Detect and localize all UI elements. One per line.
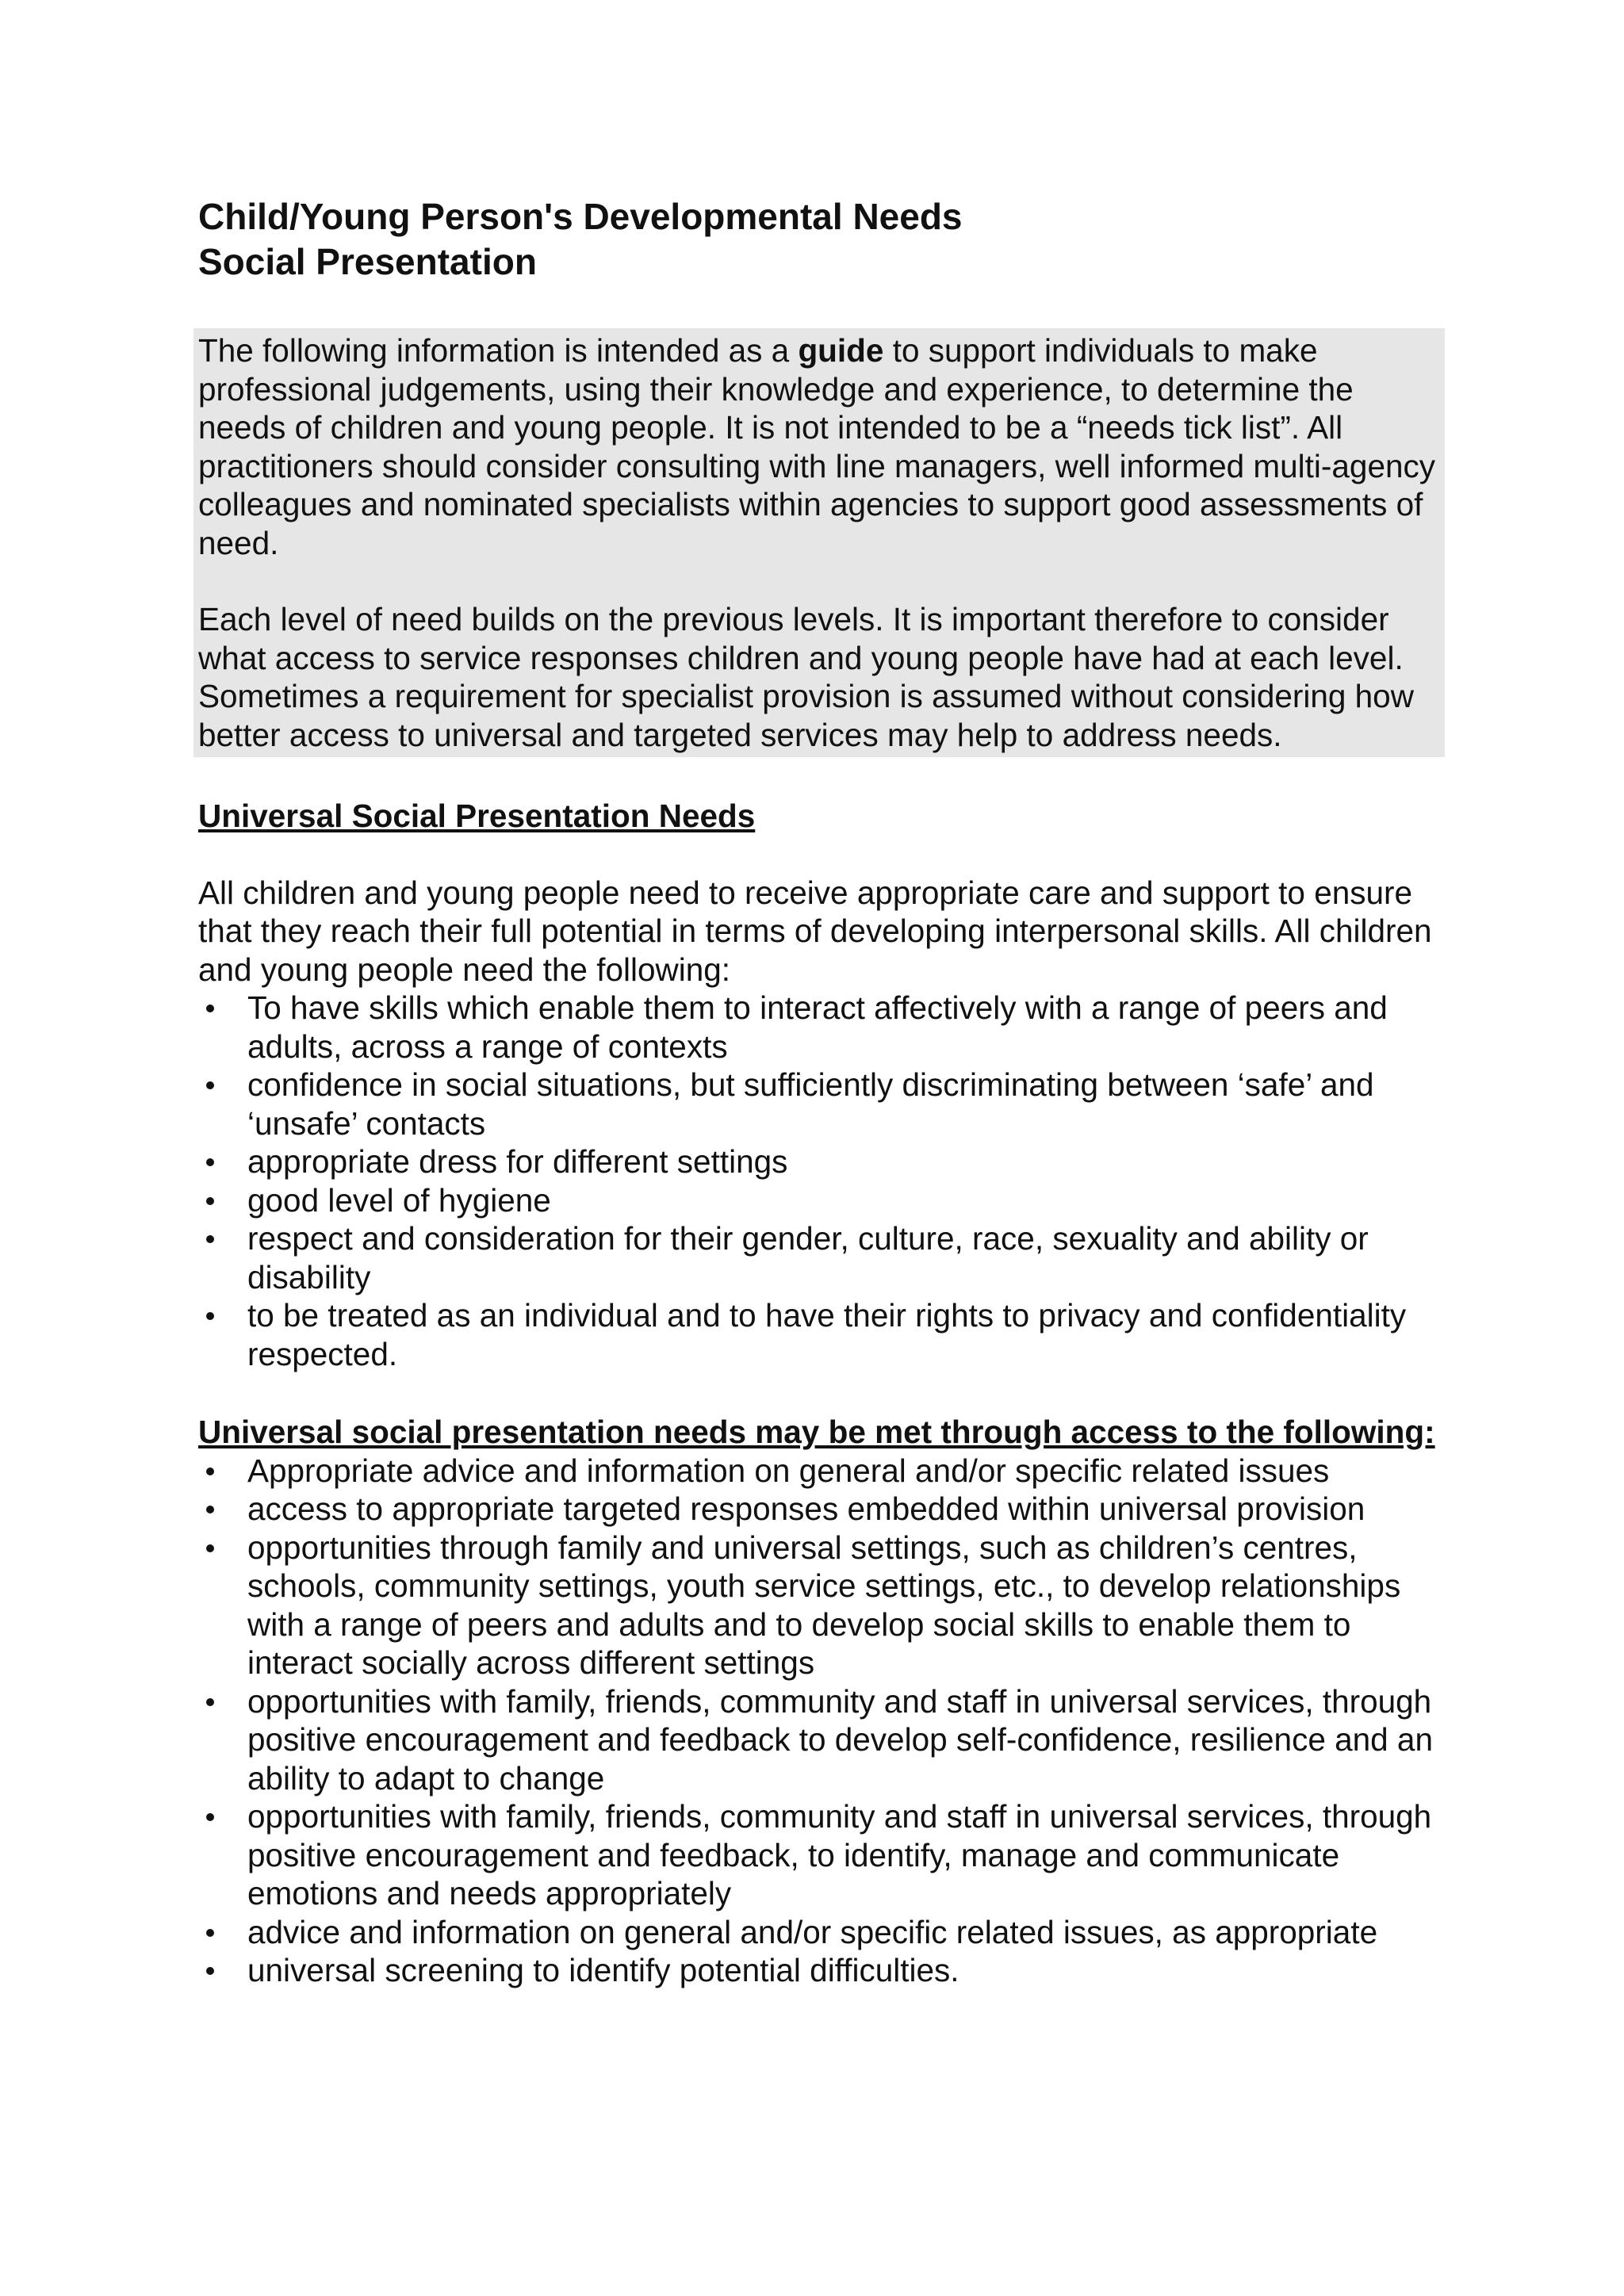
guidance-emphasis: guide [798,332,884,369]
section-heading-universal-needs: Universal Social Presentation Needs [198,798,756,834]
access-list [198,1452,1443,1990]
list-item: opportunities with family, friends, community and staff in universal services, through positive encouragement and feedback to develop self-confidence, resilience and an ability to adapt to change [198,1682,1443,1798]
needs-list [198,989,1443,1373]
list-item: opportunities with family, friends, community and staff in universal services, through positive encouragement and feedback, to identify, manage and communicate emotions and needs appropriately [198,1797,1443,1913]
list-item: to be treated as an individual and to have their rights to privacy and confidentiality respected. [198,1296,1443,1373]
guidance-box [193,328,1445,757]
document-title [198,194,1443,285]
list-item: access to appropriate targeted responses embedded within universal provision [198,1490,1443,1529]
guidance-text-end: to support individuals to make professional judgements, using their knowledge and experience, to determine the needs of children and young people. It is not intended to be a “needs tick list”. All practitioners should consider consulting with line managers, well informed multi-agency colleagues and nominated specialists within agencies to support good assessments of need. [198,332,1436,561]
list-item: appropriate dress for different settings [198,1142,1443,1181]
list-item: confidence in social situations, but sufficiently discriminating between ‘safe’ and ‘unsafe’ contacts [198,1066,1443,1142]
title-line-1: Child/Young Person's Developmental Needs [198,196,963,237]
guidance-paragraph-2: Each level of need builds on the previous levels. It is important therefore to consider what access to service responses children and young people have had at each level. Sometimes a requirement for specialist provision is assumed without considering how better access to universal and targeted services may help to address needs. [198,601,1414,753]
title-line-2: Social Presentation [198,241,537,282]
list-item: opportunities through family and universal settings, such as children’s centres, schools, community settings, youth service settings, etc., to develop relationships with a range of peers and adults and to develop social skills to enable them to interact socially across different settings [198,1529,1443,1682]
list-item: respect and consideration for their gender, culture, race, sexuality and ability or disability [198,1219,1443,1296]
list-item: To have skills which enable them to interact affectively with a range of peers and adults, across a range of contexts [198,989,1443,1066]
guidance-text-start: The following information is intended as a [198,332,799,369]
page-content [198,194,1443,1990]
list-item: universal screening to identify potential difficulties. [198,1951,1443,1990]
section-heading-access: Universal social presentation needs may be met through access to the following: [198,1414,1435,1450]
list-item: advice and information on general and/or specific related issues, as appropriate [198,1913,1443,1952]
list-item: Appropriate advice and information on general and/or specific related issues [198,1452,1443,1490]
guidance-paragraph-1 [198,331,1445,562]
list-item: good level of hygiene [198,1181,1443,1220]
section-intro: All children and young people need to receive appropriate care and support to ensure that they reach their full potential in terms of developing interpersonal skills. All children and young people need the following: [198,874,1432,988]
